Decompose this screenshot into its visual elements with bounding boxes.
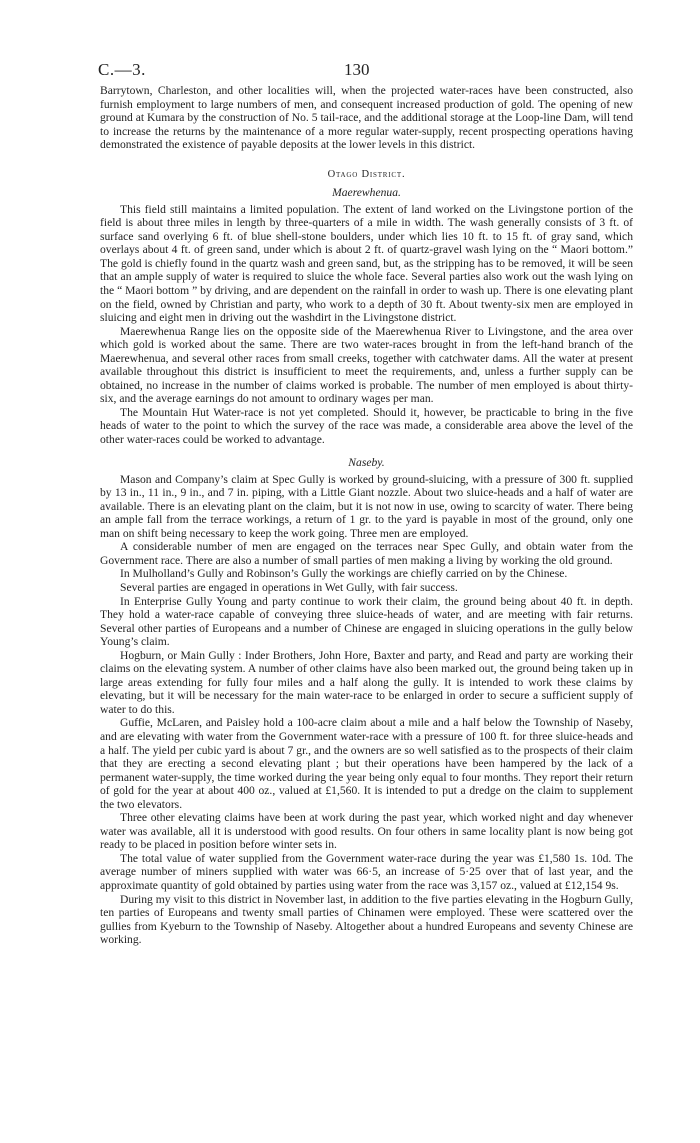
intro-paragraph: Barrytown, Charleston, and other localities will, when the projected water-races have been constructed, also furnish employment to large numbers of men, and consequent increased production of gold. The opening of new ground at Kumara by the construction of No. 5 tail-race, and the additional storage at the Loop-line Dam, will tend to increase the returns by the maintenance of a more regular water-supply, recent prospecting operations having demonstrated the existence of payable deposits at the lower levels in this district. (100, 84, 633, 152)
paragraph: During my visit to this district in November last, in addition to the five parties elevating in the Hogburn Gully, ten parties of Europeans and twenty small parties of Chinamen were employed. These were scattered over the gullies from Kyeburn to the Township of Naseby. Altogether about a hundred Europeans and seventy Chinese are working. (100, 892, 633, 947)
document-page (100, 56, 633, 947)
page-header (100, 56, 633, 84)
paragraph: In Enterprise Gully Young and party continue to work their claim, the ground being about 40 ft. in depth. They hold a water-race capable of conveying three sluice-heads of water, and are meeting with fair returns. Several other parties of Europeans and a number of Chinese are engaged in sluicing operations in the gully below Young’s claim. (100, 594, 633, 649)
paragraph: In Mulholland’s Gully and Robinson’s Gully the workings are chiefly carried on by the Chinese. (120, 567, 568, 581)
paragraph: Three other elevating claims have been at work during the past year, which worked night and day whenever water was available, all it is understood with good results. On four others in same locality plant is now being got ready to be placed in position before winter sets in. (100, 811, 633, 852)
paragraph: Maerewhenua Range lies on the opposite side of the Maerewhenua River to Livingstone, and the area over which gold is worked about the same. There are two water-races brought in from the left-hand branch of the Maerewhenua, and several other races from small creeks, together with catchwater dams. All the water at present available throughout this district is insufficient to meet the requirements, and, unless a further supply can be obtained, no increase in the number of claims worked is probable. The number of men employed is about thirty-six, and the average earnings do not amount to ordinary wages per man. (100, 324, 633, 406)
paragraph: Several parties are engaged in operations in Wet Gully, with fair success. (120, 580, 458, 594)
section-heading-naseby: Naseby. (348, 455, 385, 469)
section-heading-maerewhenua: Maerewhenua. (332, 185, 401, 199)
district-heading: Otago District. (327, 168, 406, 180)
paragraph: The Mountain Hut Water-race is not yet completed. Should it, however, be practicable to bring in the five heads of water to the point to which the survey of the race was made, a considerable area above the level of the other water-races could be worked to advantage. (100, 405, 633, 447)
paragraph: This field still maintains a limited population. The extent of land worked on the Livingstone portion of the field is about three miles in length by three-quarters of a mile in width. The wash generally consists of 3 ft. of surface sand overlying 6 ft. of blue shell-stone boulders, under which lies 10 ft. to 15 ft. of gray sand, which overlays about 4 ft. of green sand, under which is about 2 ft. of quartz-gravel wash lying on the “ Maori bottom.” The gold is chiefly found in the quartz wash and green sand, but, as the stripping has to be removed, it will be seen that an ample supply of water is required to sluice the whole face. Several parties also work out the wash lying on the “ Maori bottom ” by driving, and are dependent on the rainfall in order to wash up. There is one elevating plant on the field, owned by Christian and party, who work to a depth of 30 ft. About twenty-six men are employed in sluicing and eight men in driving out the washdirt in the Livingstone district. (100, 202, 633, 325)
paragraph: Guffie, McLaren, and Paisley hold a 100-acre claim about a mile and a half below the Township of Naseby, and are elevating with water from the Government water-race with a pressure of 100 ft. for three sluice-heads and a half. The yield per cubic yard is about 7 gr., and the owners are so well satisfied as to the prospects of their claim that they are erecting a second elevating plant ; but their operations have been hampered by the lack of a permanent water-supply, the time worked during the year being only equal to four months. They report their return of gold for the year at about 400 oz., valued at £1,560. It is intended to put a dredge on the claim to supplement the two elevators. (100, 716, 633, 811)
page-number: 130 (344, 60, 370, 79)
paragraph: Hogburn, or Main Gully : Inder Brothers, John Hore, Baxter and party, and Read and party are working their claims on the elevating system. A number of other claims have also been marked out, the ground being taken up in large areas extending for fully four miles and a half along the gully. It is intended to work these claims by elevating, but it will be necessary for the main water-race to be enlarged in order to secure a sufficient supply of water to do this. (100, 648, 633, 716)
paragraph: Mason and Company’s claim at Spec Gully is worked by ground-sluicing, with a pressure of 300 ft. supplied by 13 in., 11 in., 9 in., and 7 in. piping, with a Little Giant nozzle. About two sluice-heads and a half of water are available. There is an elevating plant on the claim, but it is not now in use, owing to scarcity of water. There being an ample fall from the terrace workings, a return of 1 gr. to the yard is payable in most of the ground, only one man on shift being necessary to keep the work going. Three men are employed. (100, 472, 633, 540)
paragraph: The total value of water supplied from the Government water-race during the year was £1,580 1s. 10d. The average number of miners supplied with water was 66·5, an increase of 5·25 over that of last year, and the approximate quantity of gold obtained by parties using water from the race was 3,157 oz., valued at £12,154 9s. (100, 851, 633, 892)
document-reference: C.—3. (98, 60, 146, 79)
paragraph: A considerable number of men are engaged on the terraces near Spec Gully, and obtain water from the Government race. There are also a number of small parties of men making a living by working the old ground. (100, 540, 633, 567)
